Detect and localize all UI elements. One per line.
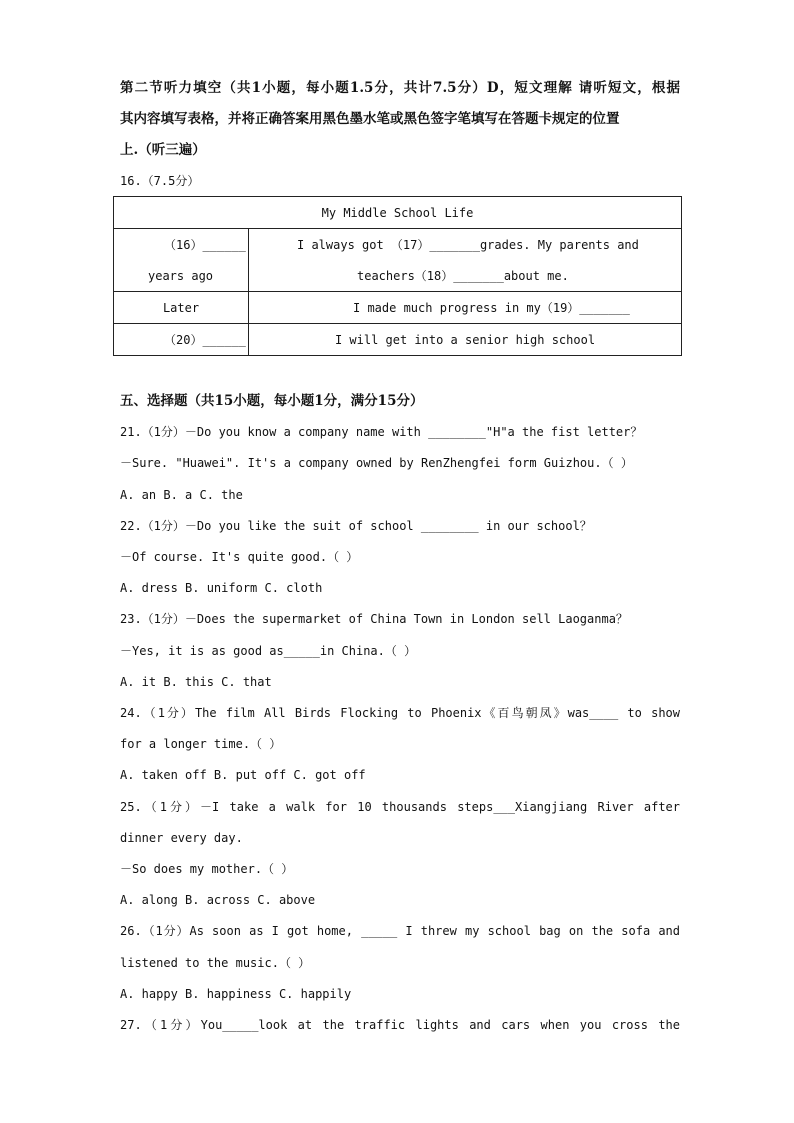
- table-row1-left: [114, 229, 249, 292]
- table-title: My Middle School Life: [114, 197, 682, 229]
- blank-20[interactable]: （20）______: [164, 333, 246, 347]
- section-intro-line-1: 第二节听力填空（共1小题，每小题1.5分，共计7.5分）D，短文理解 请听短文，根据: [120, 80, 680, 96]
- question-25-stem-cont: dinner every day.: [120, 831, 243, 845]
- years-ago-label: years ago: [148, 269, 214, 283]
- question-22-options: A. dress B. uniform C. cloth: [120, 581, 323, 595]
- question-21-options: A. an B. a C. the: [120, 488, 243, 502]
- question-23-options: A. it B. this C. that: [120, 675, 272, 689]
- question-27-stem: 27.（1分）You_____look at the traffic lights and cars when you cross the: [120, 1018, 680, 1032]
- table-row2-right: [249, 292, 682, 324]
- question-21-reply: －Sure. "Huawei". It's a company owned by RenZhengfei form Guizhou.（ ）: [120, 456, 633, 470]
- listening-table: [113, 196, 682, 356]
- table-row2-left: Later: [114, 292, 249, 324]
- question-23-stem: 23.（1分）－Does the supermarket of China Town in London sell Laoganma？: [120, 612, 628, 626]
- question-24-stem-cont: for a longer time.（ ）: [120, 737, 282, 751]
- question-25-stem: 25.（1分）－I take a walk for 10 thousands steps___Xiangjiang River after: [120, 800, 680, 814]
- question-16-label: 16.（7.5分）: [120, 174, 200, 188]
- section-intro-line-3: 上.（听三遍）: [120, 142, 206, 158]
- table-row1-right: [249, 229, 682, 292]
- blank-19-line: I made much progress in my（19）_______: [353, 301, 630, 315]
- row1-right-line-1: I always got （17）_______grades. My parents and: [297, 238, 639, 252]
- question-26-stem-cont: listened to the music.（ ）: [120, 956, 311, 970]
- table-row3-left: [114, 324, 249, 356]
- question-21-stem: 21.（1分）－Do you know a company name with ________"H"a the fist letter？: [120, 425, 643, 439]
- question-25-reply: －So does my mother.（ ）: [120, 862, 294, 876]
- question-26-stem: 26.（1分）As soon as I got home, _____ I threw my school bag on the sofa and: [120, 924, 680, 938]
- question-23-reply: －Yes, it is as good as_____in China.（ ）: [120, 644, 417, 658]
- question-24-stem: 24.（1分）The film All Birds Flocking to Phoenix《百鸟朝凤》was____ to show: [120, 706, 680, 720]
- section-intro-line-2: 其内容填写表格，并将正确答案用黑色墨水笔或黑色签字笔填写在答题卡规定的位置: [120, 111, 620, 127]
- question-22-stem: 22.（1分）－Do you like the suit of school ________ in our school？: [120, 519, 592, 533]
- question-25-options: A. along B. across C. above: [120, 893, 316, 907]
- question-26-options: A. happy B. happiness C. happily: [120, 987, 352, 1001]
- question-24-options: A. taken off B. put off C. got off: [120, 768, 366, 782]
- table-row3-right: I will get into a senior high school: [249, 324, 682, 356]
- row1-right-line-2: teachers（18）_______about me.: [357, 269, 569, 283]
- blank-16[interactable]: （16）______: [164, 238, 246, 252]
- section-5-heading: 五、选择题（共15小题，每小题1分，满分15分）: [120, 393, 424, 409]
- question-22-reply: －Of course. It's quite good.（ ）: [120, 550, 359, 564]
